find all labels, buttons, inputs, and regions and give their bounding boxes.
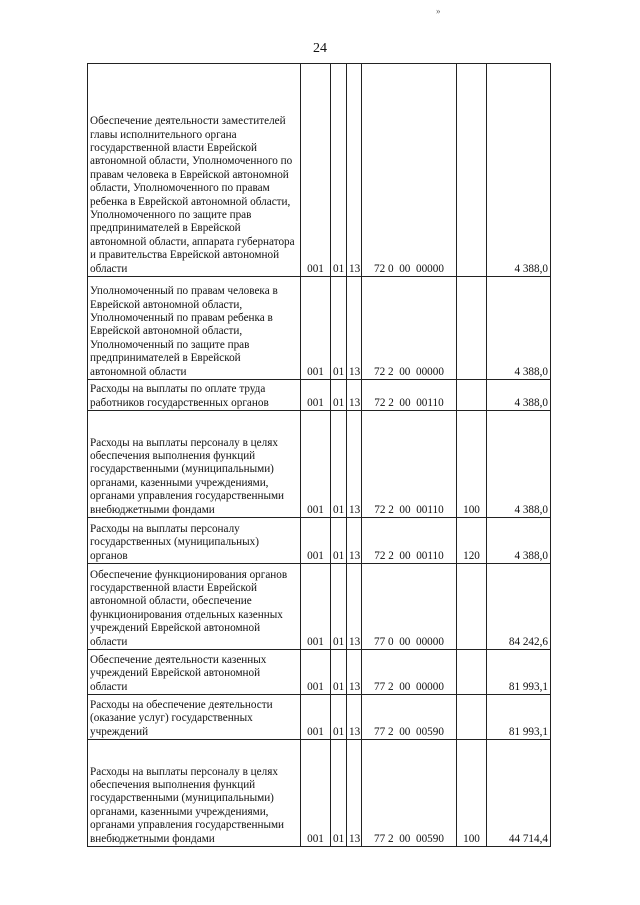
subsection-code: 13 [347, 564, 362, 650]
table-row [88, 380, 551, 411]
amount: 44 714,4 [487, 740, 551, 847]
amount: 4 388,0 [487, 277, 551, 380]
expense-type-code [457, 695, 487, 740]
target-article-code: 72 2 00 00110 [362, 380, 457, 411]
section-code: 01 [331, 695, 347, 740]
section-code: 01 [331, 411, 347, 518]
ved-code: 001 [301, 277, 331, 380]
amount: 81 993,1 [487, 650, 551, 695]
budget-table [87, 63, 551, 847]
table-row [88, 411, 551, 518]
section-code: 01 [331, 650, 347, 695]
expense-type-code: 120 [457, 518, 487, 564]
ved-code: 001 [301, 695, 331, 740]
subsection-code: 13 [347, 64, 362, 277]
subsection-code: 13 [347, 650, 362, 695]
table-row [88, 64, 551, 277]
ved-code: 001 [301, 650, 331, 695]
ved-code: 001 [301, 564, 331, 650]
section-code: 01 [331, 740, 347, 847]
target-article-code: 72 2 00 00000 [362, 277, 457, 380]
section-code: 01 [331, 277, 347, 380]
target-article-code: 72 0 00 00000 [362, 64, 457, 277]
row-name: Обеспечение деятельности казенных учреждений Еврейской автономной области [88, 650, 301, 695]
subsection-code: 13 [347, 518, 362, 564]
amount: 4 388,0 [487, 518, 551, 564]
target-article-code: 77 2 00 00590 [362, 740, 457, 847]
table-row [88, 518, 551, 564]
subsection-code: 13 [347, 411, 362, 518]
row-name: Расходы на выплаты персоналу в целях обеспечения выполнения функций государственными (муниципальными) органами, казенными учреждениями, органами управления государственными внебюджетными фондами [88, 740, 301, 847]
expense-type-code [457, 277, 487, 380]
target-article-code: 77 2 00 00000 [362, 650, 457, 695]
ved-code: 001 [301, 411, 331, 518]
row-name: Расходы на выплаты по оплате труда работников государственных органов [88, 380, 301, 411]
subsection-code: 13 [347, 380, 362, 411]
expense-type-code: 100 [457, 411, 487, 518]
row-name: Обеспечение деятельности заместителей главы исполнительного органа государственной власти Еврейской автономной области, Уполномоченного по правам человека в Еврейской автономной области, Уполномоченного по правам ребенка в Еврейской автономной области, Уполномоченного по защите прав предпринимателей в Еврейской автономной области, аппарата губернатора и правительства Еврейской автономной области [88, 64, 301, 277]
ved-code: 001 [301, 64, 331, 277]
section-code: 01 [331, 518, 347, 564]
amount: 84 242,6 [487, 564, 551, 650]
scan-mark: » [436, 6, 441, 16]
target-article-code: 72 2 00 00110 [362, 411, 457, 518]
table-row [88, 695, 551, 740]
ved-code: 001 [301, 518, 331, 564]
ved-code: 001 [301, 740, 331, 847]
table-row [88, 740, 551, 847]
row-name: Расходы на выплаты персоналу государственных (муниципальных) органов [88, 518, 301, 564]
amount: 4 388,0 [487, 64, 551, 277]
amount: 4 388,0 [487, 411, 551, 518]
ved-code: 001 [301, 380, 331, 411]
expense-type-code [457, 564, 487, 650]
row-name: Обеспечение функционирования органов государственной власти Еврейской автономной области, обеспечение функционирования отдельных казенных учреждений Еврейской автономной области [88, 564, 301, 650]
section-code: 01 [331, 380, 347, 411]
subsection-code: 13 [347, 740, 362, 847]
subsection-code: 13 [347, 277, 362, 380]
expense-type-code [457, 650, 487, 695]
expense-type-code: 100 [457, 740, 487, 847]
amount: 4 388,0 [487, 380, 551, 411]
target-article-code: 77 2 00 00590 [362, 695, 457, 740]
table-row [88, 277, 551, 380]
row-name: Расходы на обеспечение деятельности (оказание услуг) государственных учреждений [88, 695, 301, 740]
section-code: 01 [331, 64, 347, 277]
row-name: Расходы на выплаты персоналу в целях обеспечения выполнения функций государственными (муниципальными) органами, казенными учреждениями, органами управления государственными внебюджетными фондами [88, 411, 301, 518]
expense-type-code [457, 64, 487, 277]
section-code: 01 [331, 564, 347, 650]
amount: 81 993,1 [487, 695, 551, 740]
row-name: Уполномоченный по правам человека в Еврейской автономной области, Уполномоченный по правам ребенка в Еврейской автономной области, Уполномоченный по защите прав предпринимателей в Еврейской автономной области [88, 277, 301, 380]
target-article-code: 72 2 00 00110 [362, 518, 457, 564]
expense-type-code [457, 380, 487, 411]
table-row [88, 564, 551, 650]
subsection-code: 13 [347, 695, 362, 740]
target-article-code: 77 0 00 00000 [362, 564, 457, 650]
table-row [88, 650, 551, 695]
page-number: 24 [313, 41, 327, 56]
